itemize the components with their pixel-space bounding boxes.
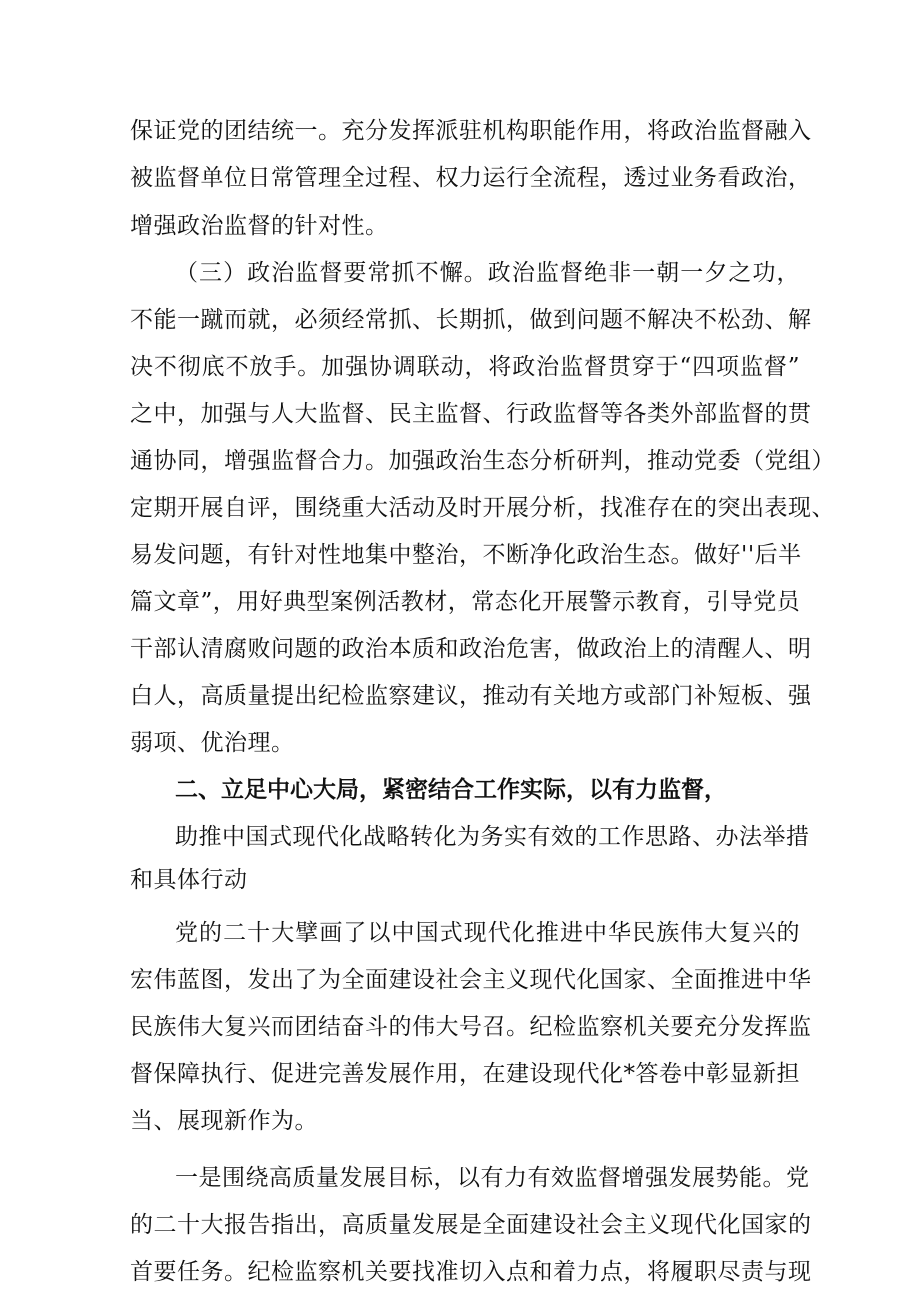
paragraph-line: 保证党的团结统一。充分发挥派驻机构职能作用，将政治监督融入 [130, 118, 812, 144]
paragraph-line: 不能一蹴而就，必须经常抓、长期抓，做到问题不解决不松劲、解 [130, 307, 812, 333]
paragraph-first-line: 党的二十大擘画了以中国式现代化推进中华民族伟大复兴的 [175, 920, 800, 946]
paragraph-line: 篇文章”，用好典型案例活教材，常态化开展警示教育，引导党员 [130, 589, 801, 615]
paragraph-first-line: （三）政治监督要常抓不懈。政治监督绝非一朝一夕之功， [175, 260, 800, 286]
paragraph-line: 宏伟蓝图，发出了为全面建设社会主义现代化国家、全面推进中华 [130, 967, 812, 993]
paragraph-line: 弱项、优治理。 [130, 730, 295, 756]
section-heading: 二、立足中心大局，紧密结合工作实际，以有力监督， [175, 777, 727, 803]
paragraph-line: 增强政治监督的针对性。 [130, 213, 389, 239]
paragraph-line: 之中，加强与人大监督、民主监督、行政监督等各类外部监督的贯 [130, 401, 812, 427]
paragraph-line: 通协同，增强监督合力。加强政治生态分析研判，推动党委（党组） [130, 448, 835, 474]
paragraph-first-line: 一是围绕高质量发展目标，以有力有效监督增强发展势能。党 [175, 1165, 810, 1191]
paragraph-line: 决不彻底不放手。加强协调联动，将政治监督贯穿于“四项监督” [130, 354, 800, 380]
heading-continuation-line: 助推中国式现代化战略转化为务实有效的工作思路、办法举措 [175, 824, 810, 850]
paragraph-line: 督保障执行、促进完善发展作用，在建设现代化*答卷中彰显新担 [130, 1061, 800, 1087]
paragraph-line: 当、展现新作为。 [130, 1108, 318, 1134]
paragraph-line: 定期开展自评，围绕重大活动及时开展分析，找准存在的突出表现、 [130, 495, 835, 521]
paragraph-line: 民族伟大复兴而团结奋斗的伟大号召。纪检监察机关要充分发挥监 [130, 1014, 812, 1040]
heading-continuation-line: 和具体行动 [130, 867, 248, 893]
paragraph-line: 易发问题，有针对性地集中整治，不断净化政治生态。做好''后半 [130, 542, 802, 568]
paragraph-line: 干部认清腐败问题的政治本质和政治危害，做政治上的清醒人、明 [130, 636, 812, 662]
paragraph-line: 的二十大报告指出，高质量发展是全面建设社会主义现代化国家的 [130, 1212, 812, 1238]
paragraph-line: 被监督单位日常管理全过程、权力运行全流程，透过业务看政治， [130, 165, 812, 191]
paragraph-line: 白人，高质量提出纪检监察建议，推动有关地方或部门补短板、强 [130, 683, 812, 709]
paragraph-line: 首要任务。纪检监察机关要找准切入点和着力点，将履职尽责与现 [130, 1259, 812, 1285]
